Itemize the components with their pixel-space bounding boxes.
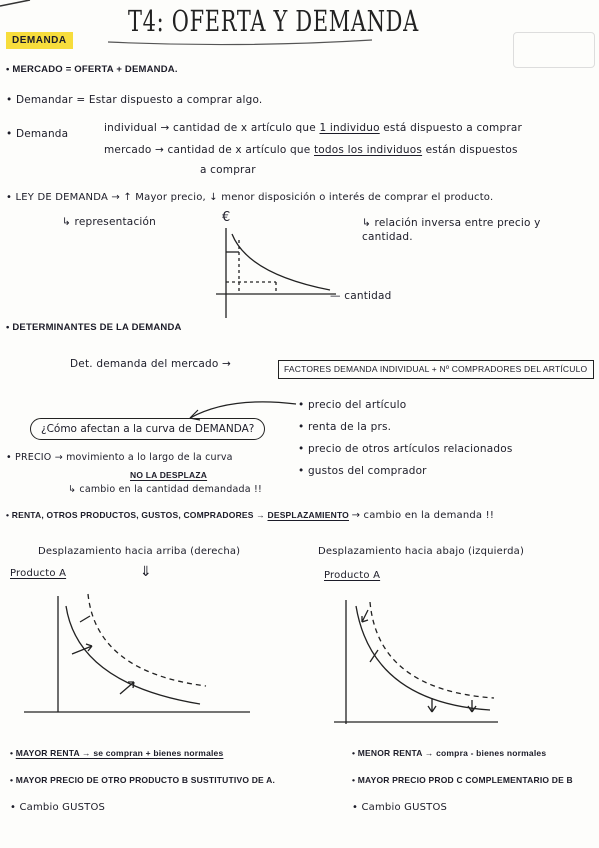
demanda-individual: individual → cantidad de x artículo que 1 individuo está dispuesto a comprar — [104, 122, 522, 134]
renta-line: • RENTA, OTROS PRODUCTOS, GUSTOS, COMPRADORES → DESPLAZAMIENTO → cambio en la demanda !! — [6, 510, 495, 521]
right-notes — [352, 740, 573, 821]
page-title: T4: OFERTA Y DEMANDA — [128, 4, 419, 38]
down-arrow-icon: ⇓ — [140, 564, 152, 580]
note-mayor-precio: • MAYOR PRECIO DE OTRO PRODUCTO B SUSTITUTIVO DE A. — [10, 775, 276, 785]
precio-line: • PRECIO → movimiento a lo largo de la curva — [6, 452, 233, 463]
note-cambio-gustos: • Cambio GUSTOS — [10, 802, 106, 813]
left-product-label: Producto A — [10, 568, 67, 579]
section-label-demanda: DEMANDA — [6, 32, 73, 49]
no-desplaza: NO LA DESPLAZA — [130, 470, 208, 480]
right-product-label: Producto A — [324, 570, 381, 581]
demanda-mercado: mercado → cantidad de x artículo que todos los individuos están dispuestos — [104, 144, 518, 156]
representacion-label: ↳ representación — [62, 216, 157, 228]
det-mercado: Det. demanda del mercado → — [70, 358, 232, 370]
cambio-cantidad: ↳ cambio en la cantidad demandada !! — [68, 484, 263, 495]
left-notes — [10, 740, 275, 821]
demanda-mercado-cont: a comprar — [200, 164, 256, 176]
det-item: • precio del artículo — [298, 399, 407, 411]
shift-right-title: Desplazamiento hacia abajo (izquierda) — [318, 546, 525, 557]
bullet-demandar: • Demandar = Estar dispuesto a comprar algo. — [6, 94, 263, 106]
bullet-mercado: • MERCADO = OFERTA + DEMANDA. — [6, 64, 178, 75]
note-mayor-precio-c: • MAYOR PRECIO PROD C COMPLEMENTARIO DE B — [352, 775, 573, 785]
note-mayor-renta: • MAYOR RENTA → se compran + bienes normales — [10, 748, 224, 758]
note-cambio-gustos-right: • Cambio GUSTOS — [352, 802, 448, 813]
graph-x-label: — cantidad — [330, 290, 392, 302]
demanda-label: • Demanda — [6, 128, 69, 140]
shift-left-title: Desplazamiento hacia arriba (derecha) — [38, 546, 241, 557]
graph-y-label: € — [222, 210, 231, 225]
relacion-inversa: ↳ relación inversa entre precio y cantidad. — [362, 217, 541, 243]
det-item: • renta de la prs. — [298, 421, 392, 433]
det-item: • gustos del comprador — [298, 465, 427, 477]
note-menor-renta: • MENOR RENTA → compra - bienes normales — [352, 748, 547, 758]
det-item: • precio de otros artículos relacionados — [298, 443, 513, 455]
determinantes-heading: • DETERMINANTES DE LA DEMANDA — [6, 322, 182, 333]
ley-demanda: • LEY DE DEMANDA → ↑ Mayor precio, ↓ menor disposición o interés de comprar el producto. — [6, 192, 494, 203]
question-bubble: ¿Cómo afectan a la curva de DEMANDA? — [30, 418, 265, 440]
factores-box: FACTORES DEMANDA INDIVIDUAL + Nº COMPRADORES DEL ARTÍCULO — [278, 360, 594, 379]
